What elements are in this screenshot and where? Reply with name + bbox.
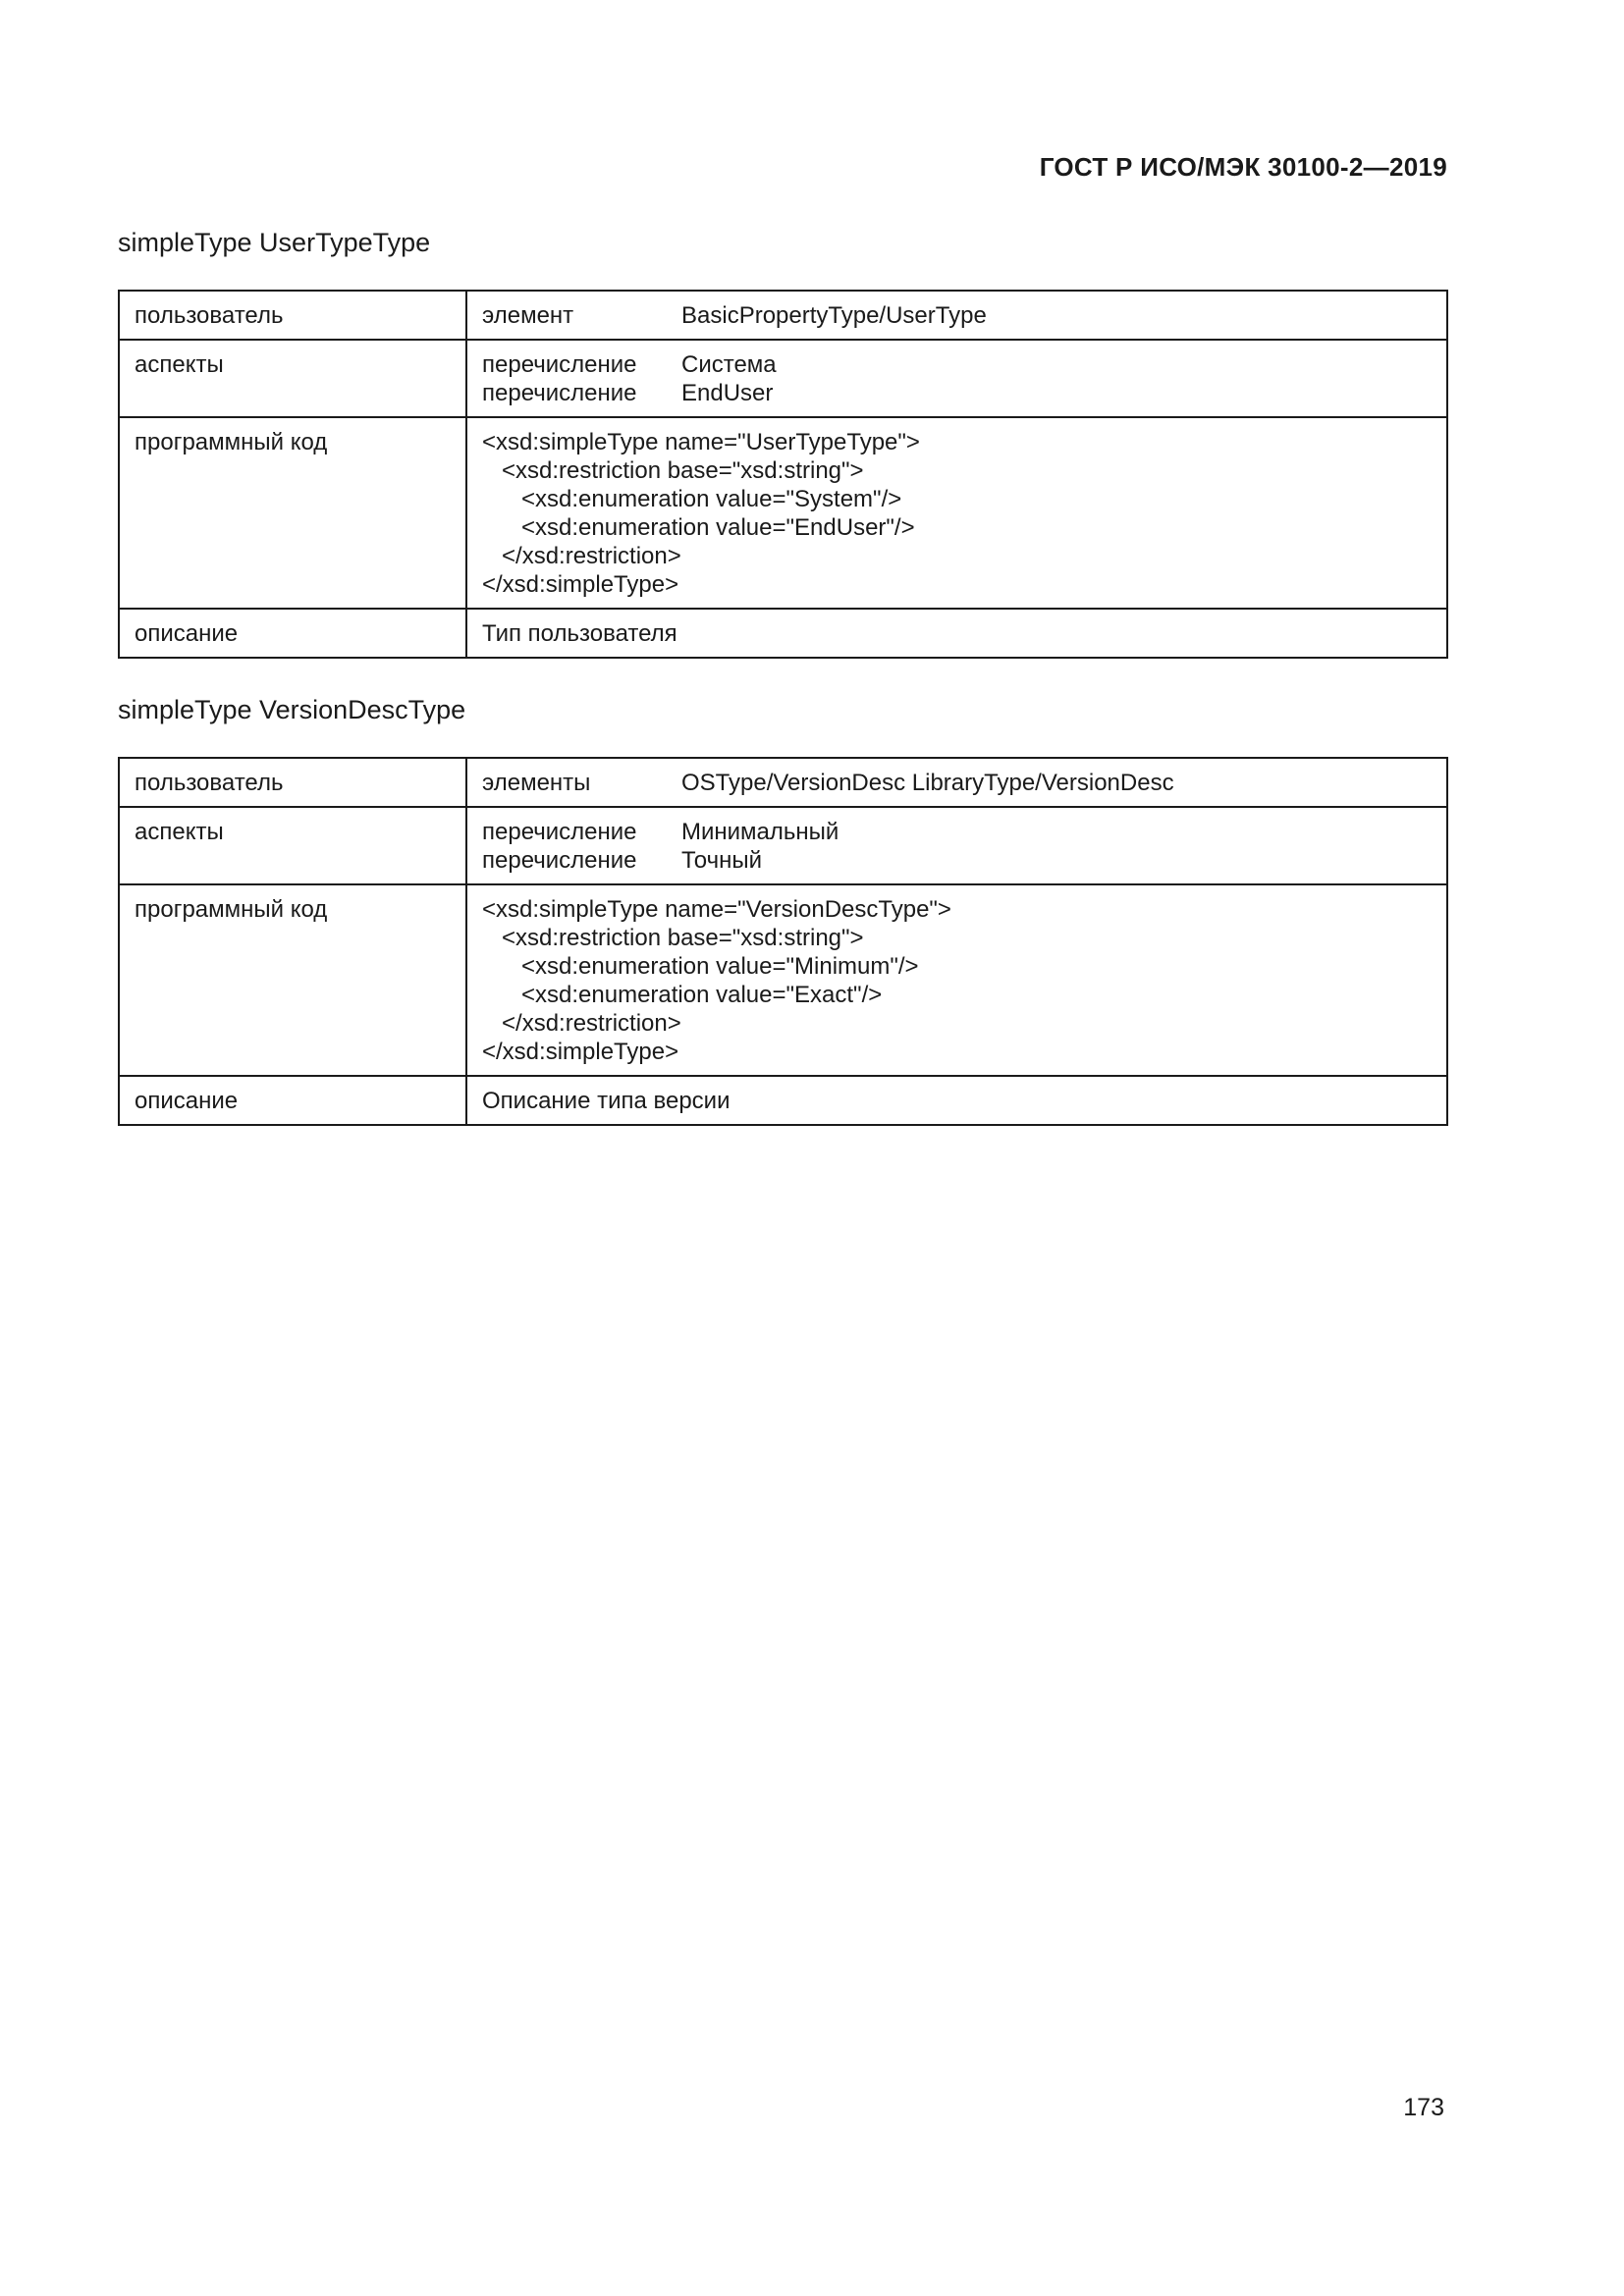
page-number: 173: [1403, 2094, 1444, 2121]
code-block: [466, 417, 1447, 609]
pair-key: элементы: [482, 770, 591, 796]
code-line: <xsd:simpleType name="UserTypeType">: [482, 429, 920, 455]
table-row-facets: [119, 807, 1447, 884]
row-value: [466, 291, 1447, 340]
row-value: [466, 807, 1447, 884]
code-line: <xsd:enumeration value="System"/>: [482, 486, 902, 512]
row-label: аспекты: [119, 340, 466, 417]
pair-key: перечисление: [482, 351, 637, 378]
table-row-code: [119, 884, 1447, 1076]
table-row-user: [119, 758, 1447, 807]
row-label: описание: [119, 609, 466, 658]
section-title-usertypetype: simpleType UserTypeType: [118, 228, 431, 257]
row-value: [466, 340, 1447, 417]
row-label: программный код: [119, 417, 466, 609]
pair-key: перечисление: [482, 847, 637, 874]
document-header: ГОСТ Р ИСО/МЭК 30100-2—2019: [1039, 152, 1447, 182]
table-row-description: [119, 1076, 1447, 1125]
row-value: Описание типа версии: [466, 1076, 1447, 1125]
pair-key: элемент: [482, 302, 574, 329]
spec-table-versiondesctype: [118, 757, 1448, 1126]
row-label: описание: [119, 1076, 466, 1125]
code-line: </xsd:simpleType>: [482, 571, 679, 598]
row-label: аспекты: [119, 807, 466, 884]
section-title-versiondesctype: simpleType VersionDescType: [118, 695, 466, 724]
pair-key: перечисление: [482, 380, 637, 406]
code-line: <xsd:enumeration value="Minimum"/>: [482, 953, 919, 980]
pair-value: BasicPropertyType/UserType: [681, 302, 987, 329]
code-line: </xsd:restriction>: [482, 1010, 681, 1037]
pair-value: Минимальный: [681, 819, 839, 845]
code-line: </xsd:simpleType>: [482, 1039, 679, 1065]
pair-key: перечисление: [482, 819, 637, 845]
table-row-facets: [119, 340, 1447, 417]
code-line: <xsd:restriction base="xsd:string">: [482, 457, 864, 484]
table-row-description: [119, 609, 1447, 658]
code-line: <xsd:enumeration value="EndUser"/>: [482, 514, 915, 541]
pair-value: OSType/VersionDesc LibraryType/VersionDesc: [681, 770, 1174, 796]
table-row-user: [119, 291, 1447, 340]
code-line: </xsd:restriction>: [482, 543, 681, 569]
pair-value: EndUser: [681, 380, 774, 406]
pair-value: Система: [681, 351, 777, 378]
row-value: [466, 758, 1447, 807]
row-label: пользователь: [119, 291, 466, 340]
code-line: <xsd:simpleType name="VersionDescType">: [482, 896, 951, 923]
code-block: [466, 884, 1447, 1076]
row-label: программный код: [119, 884, 466, 1076]
row-label: пользователь: [119, 758, 466, 807]
pair-value: Точный: [681, 847, 763, 874]
table-row-code: [119, 417, 1447, 609]
code-line: <xsd:restriction base="xsd:string">: [482, 925, 864, 951]
code-line: <xsd:enumeration value="Exact"/>: [482, 982, 883, 1008]
row-value: Тип пользователя: [466, 609, 1447, 658]
spec-table-usertypetype: [118, 290, 1448, 659]
